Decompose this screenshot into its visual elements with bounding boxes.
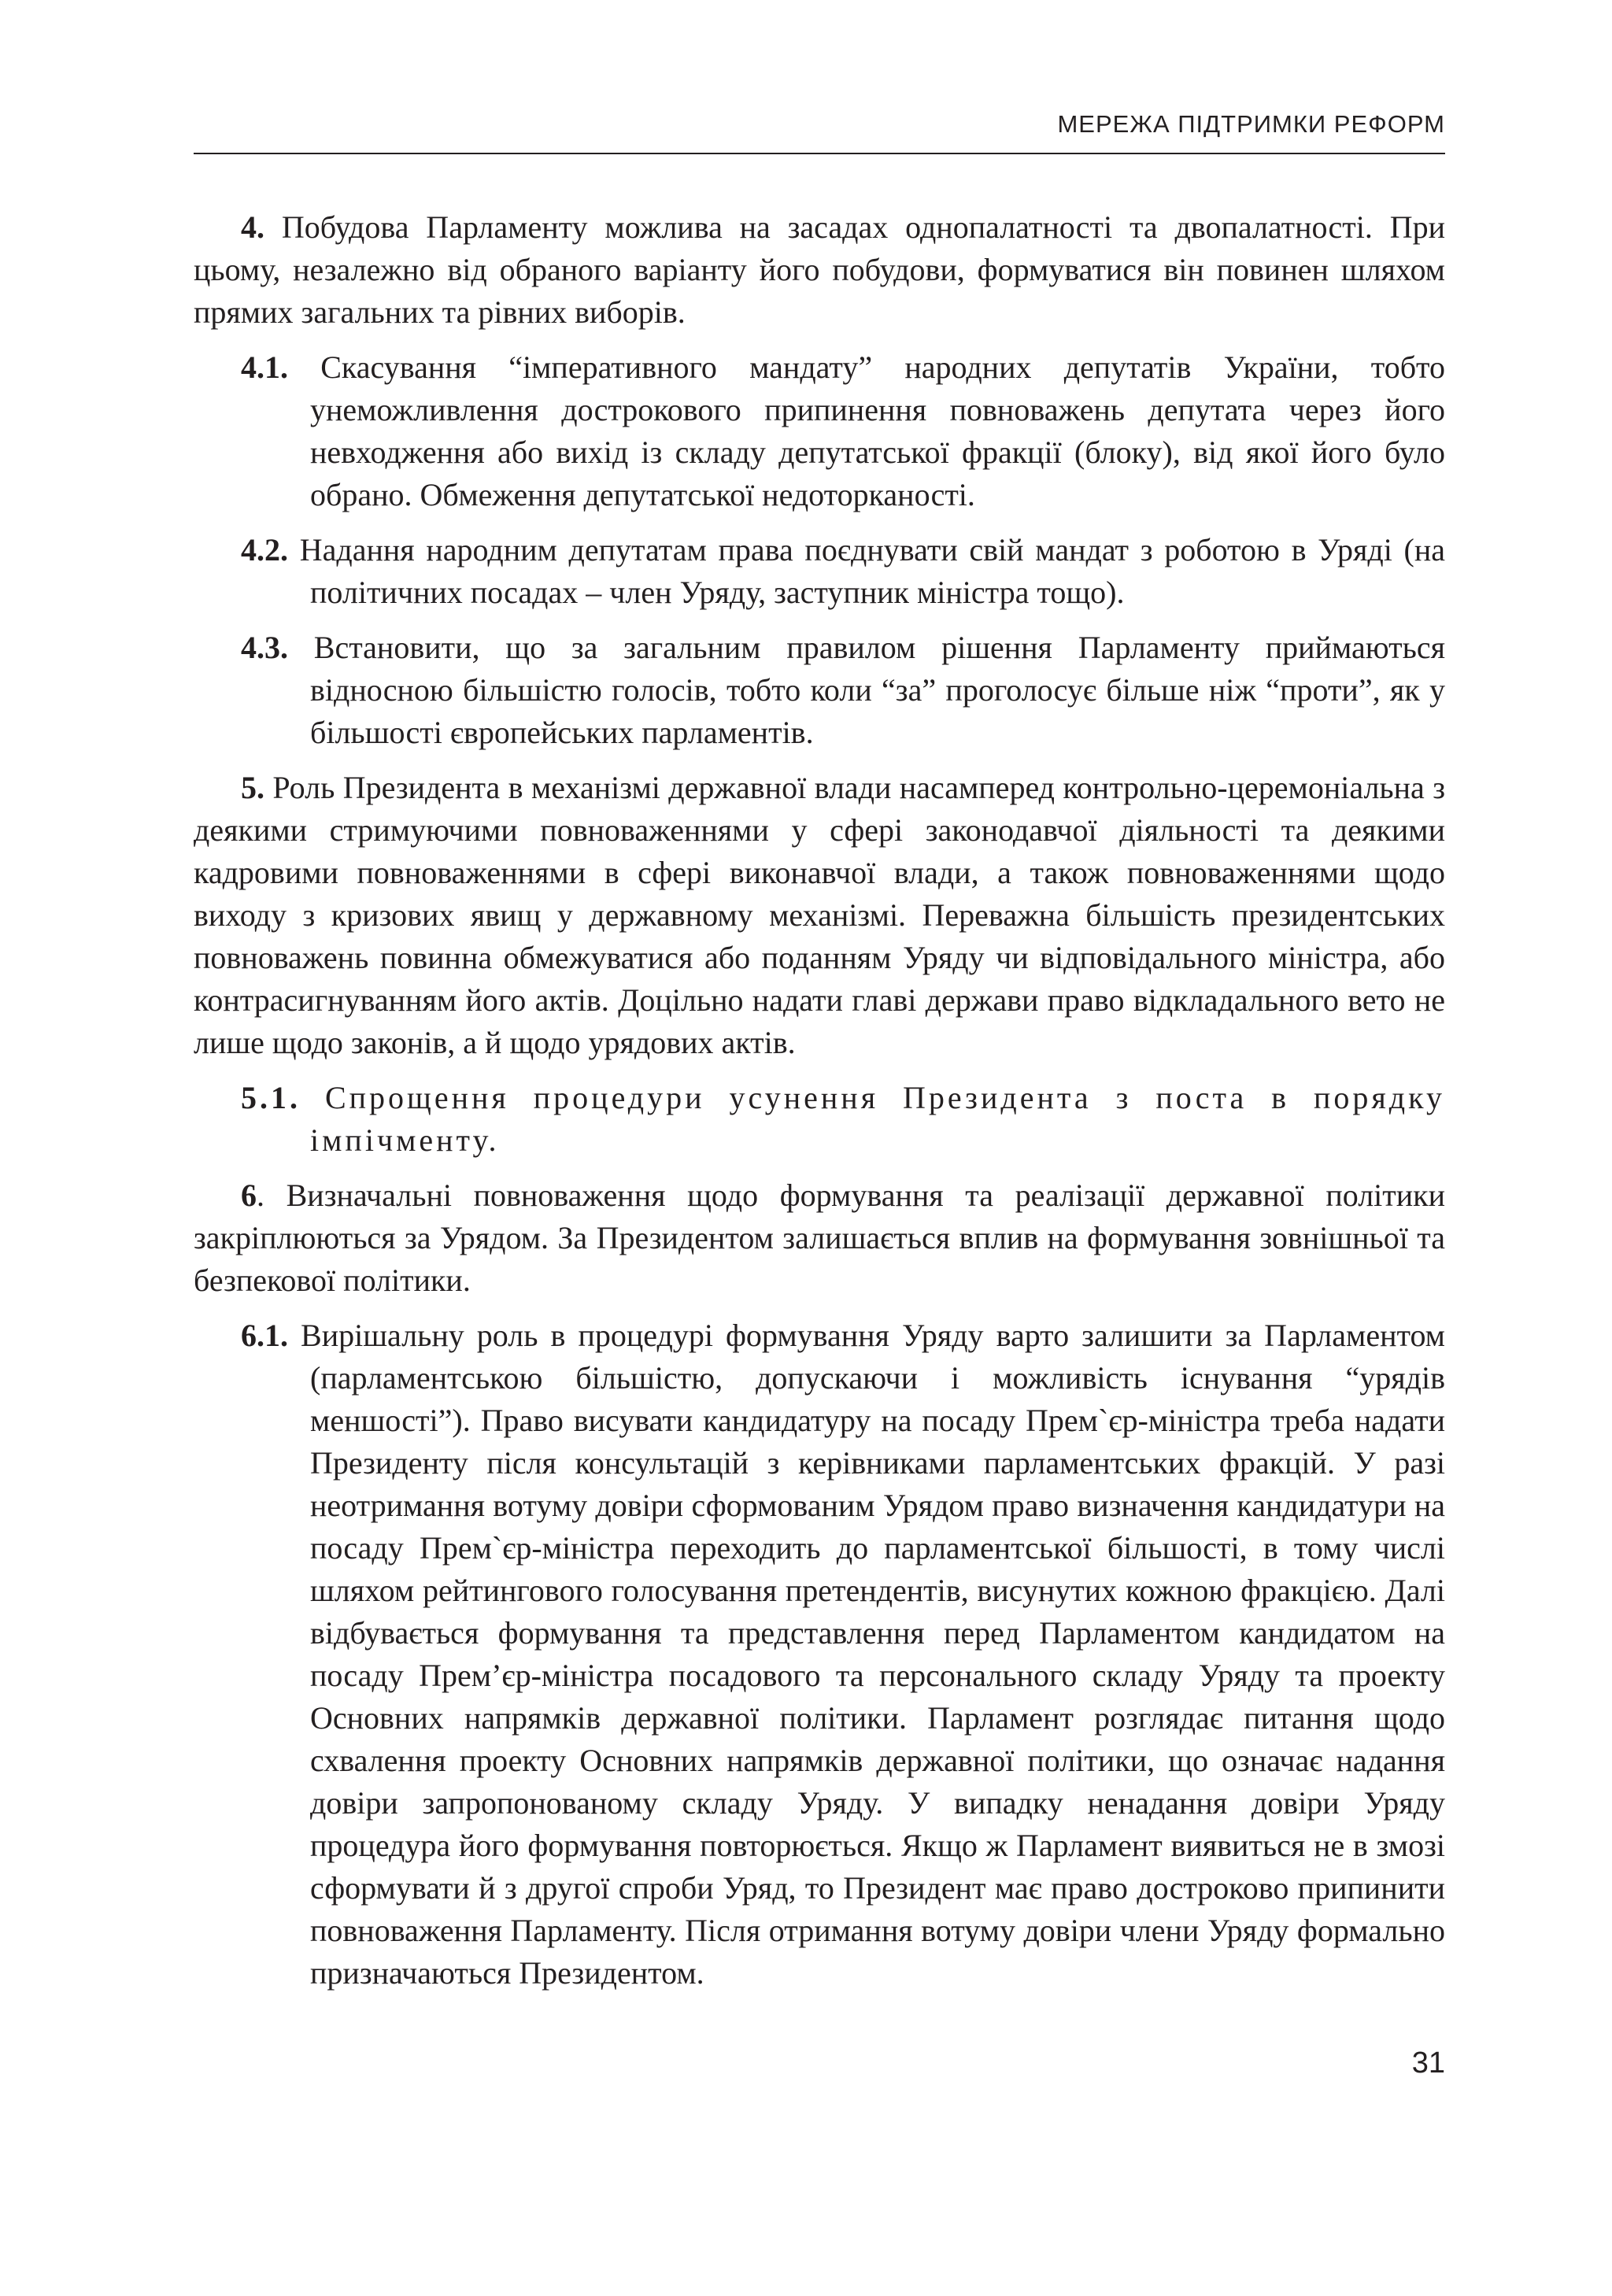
paragraph-number: 5. (241, 770, 264, 805)
paragraph-5 (194, 767, 1445, 1064)
subparagraph-4-1 (194, 346, 1445, 516)
subparagraph-5-1 (194, 1077, 1445, 1162)
subparagraph-number: 6.1. (241, 1318, 288, 1353)
paragraph-text: . Визначальні повноваження щодо формування та реалізації державної політики закріплюються за Урядом. За Президентом залишається вплив на формування зовнішньої та безпекової політики. (194, 1178, 1445, 1298)
paragraph-4 (194, 206, 1445, 334)
subparagraph-text: Скасування “імперативного мандату” народних депутатів України, тобто унеможливлення дострокового припинення повноважень депутата через його невходження або вихід із складу депутатської фракції (блоку), від якої його було обрано. Обмеження депутатської недоторканості. (288, 349, 1445, 512)
subparagraph-text: Вирішальну роль в процедурі формування Уряду варто залишити за Парламентом (парламентською більшістю, допускаючи і можливість існування “урядів меншості”). Право висувати кандидатуру на посаду Прем`єр-міністра треба надати Президенту після консультацій з керівниками парламентських фракцій. У разі неотримання вотуму довіри сформованим Урядом право визначення кандидатури на посаду Прем`єр-міністра переходить до парламентської більшості, в тому числі шляхом рейтингового голосування претендентів, висунутих кожною фракцією. Далі відбувається формування та представлення перед Парламентом кандидатом на посаду Прем’єр-міністра посадового та персонального складу Уряду та проекту Основних напрямків державної політики. Парламент розглядає питання щодо схвалення проекту Основних напрямків державної політики, що означає надання довіри запропонованому складу Уряду. У випадку ненадання довіри Уряду процедура його формування повторюється. Якщо ж Парламент виявиться не в змозі сформувати й з другої спроби Уряд, то Президент має право достроково припинити повноваження Парламенту. Після отримання вотуму довіри члени Уряду формально призначаються Президентом. (288, 1318, 1445, 1991)
subparagraph-text: Спрощення процедури усунення Президента з поста в порядку імпічменту. (301, 1080, 1445, 1158)
subparagraph-text: Надання народним депутатам права поєднувати свій мандат з роботою в Уряді (на політичних посадах – член Уряду, заступник міністра тощо). (288, 532, 1445, 610)
subparagraph-6-1 (194, 1314, 1445, 1995)
paragraph-number: 6 (241, 1178, 257, 1213)
subparagraph-4-2 (194, 529, 1445, 614)
subparagraph-number: 4.3. (241, 630, 288, 665)
subparagraph-number: 5.1. (241, 1080, 301, 1115)
paragraph-number: 4. (241, 209, 264, 245)
paragraph-text: Побудова Парламенту можлива на засадах однопалатності та двопалатності. При цьому, незалежно від обраного варіанту його побудови, формуватися він повинен шляхом прямих загальних та рівних виборів. (194, 209, 1445, 330)
paragraph-6 (194, 1174, 1445, 1302)
subparagraph-number: 4.2. (241, 532, 288, 568)
running-header-title: МЕРЕЖА ПІДТРИМКИ РЕФОРМ (1057, 110, 1445, 138)
subparagraph-text: Встановити, що за загальним правилом рішення Парламенту приймаються відносною більшістю голосів, тобто коли “за” проголосує більше ніж “проти”, як у більшості європейських парламентів. (288, 630, 1445, 750)
page-number: 31 (1411, 2046, 1445, 2080)
header-rule (194, 153, 1445, 154)
document-body (194, 206, 1445, 2007)
subparagraph-4-3 (194, 627, 1445, 754)
subparagraph-number: 4.1. (241, 349, 288, 385)
paragraph-text: Роль Президента в механізмі державної влади насамперед контрольно-церемоніальна з деякими стримуючими повноваженнями у сфері законодавчої діяльності та деякими кадровими повноваженнями в сфері виконавчої влади, а також повноваженнями щодо виходу з кризових явищ у державному механізмі. Переважна більшість президентських повноважень повинна обмежуватися або поданням Уряду чи відповідального міністра, або контрасигнуванням його актів. Доцільно надати главі держави право відкладального вето не лише щодо законів, а й щодо урядових актів. (194, 770, 1445, 1060)
